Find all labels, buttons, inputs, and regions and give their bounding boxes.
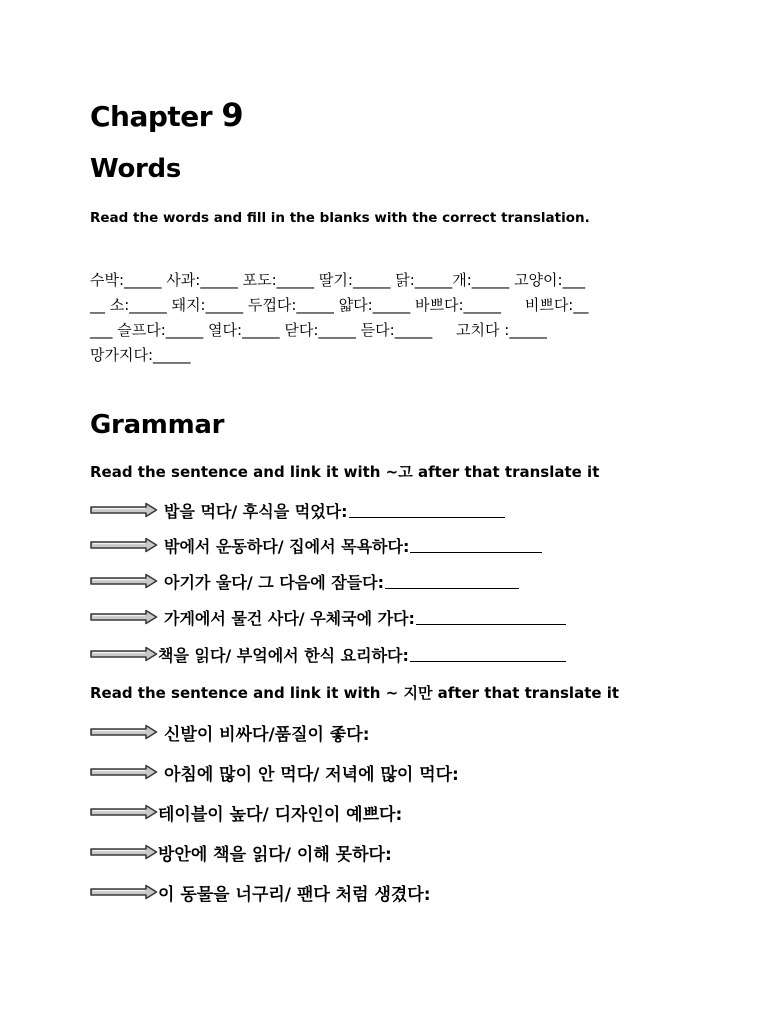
answer-blank[interactable] (349, 502, 505, 518)
vocabulary-list (90, 268, 690, 368)
exercise-row (90, 569, 519, 593)
answer-blank[interactable] (416, 609, 566, 625)
grammar-instruction-jiman: Read the sentence and link it with ~ 지만 after that translate it (90, 684, 620, 702)
grammar-heading: Grammar (90, 410, 225, 440)
right-arrow-icon (90, 724, 158, 740)
exercise-prompt: 책을 읽다/ 부엌에서 한식 요리하다: (158, 645, 409, 665)
right-arrow-icon (90, 537, 158, 553)
answer-blank[interactable] (385, 573, 519, 589)
right-arrow-icon (90, 609, 158, 625)
exercise-prompt: 테이블이 높다/ 디자인이 예쁘다: (158, 804, 403, 825)
exercise-prompt: 이 동물을 너구리/ 팬다 처럼 생겼다: (158, 884, 431, 905)
vocabulary-line: __ 소:_____ 돼지:_____ 두껍다:_____ 얇다:_____ 바쁘다:_____ 비쁘다:__ (90, 296, 589, 314)
right-arrow-icon (90, 844, 158, 860)
exercise-row (90, 840, 392, 864)
exercise-row (90, 760, 459, 784)
exercise-row (90, 720, 370, 744)
right-arrow-icon (90, 804, 158, 820)
right-arrow-icon (90, 764, 158, 780)
exercise-row (90, 533, 542, 557)
right-arrow-icon (90, 884, 158, 900)
vocabulary-line: 망가지다:_____ (90, 346, 191, 364)
exercise-prompt: 가게에서 물건 사다/ 우체국에 가다: (164, 608, 415, 628)
exercise-row (90, 880, 431, 904)
exercise-row (90, 642, 566, 666)
exercise-row (90, 605, 566, 629)
right-arrow-icon (90, 502, 158, 518)
exercise-prompt: 방안에 책을 읽다/ 이해 못하다: (158, 844, 392, 865)
exercise-prompt: 신발이 비싸다/품질이 좋다: (164, 724, 370, 745)
exercise-prompt: 아기가 울다/ 그 다음에 잠들다: (164, 572, 384, 592)
vocabulary-line: 수박:_____ 사과:_____ 포도:_____ 딸기:_____ 닭:_____개:_____ 고양이:___ (90, 271, 586, 289)
right-arrow-icon (90, 573, 158, 589)
exercise-prompt: 밖에서 운동하다/ 집에서 목욕하다: (164, 536, 410, 556)
chapter-title: Chapter 9 (90, 96, 244, 134)
exercise-row (90, 800, 402, 824)
vocabulary-line: ___ 슬프다:_____ 열다:_____ 닫다:_____ 듣다:_____ 고치다 :_____ (90, 321, 547, 339)
exercise-row (90, 498, 505, 522)
words-heading: Words (90, 154, 182, 184)
exercise-prompt: 밥을 먹다/ 후식을 먹었다: (164, 501, 348, 521)
right-arrow-icon (90, 646, 158, 662)
answer-blank[interactable] (410, 537, 542, 553)
grammar-instruction-go: Read the sentence and link it with ~고 after that translate it (90, 463, 600, 481)
answer-blank[interactable] (410, 646, 566, 662)
exercise-prompt: 아침에 많이 안 먹다/ 저녁에 많이 먹다: (164, 764, 459, 785)
words-instruction: Read the words and fill in the blanks with the correct translation. (90, 210, 590, 226)
